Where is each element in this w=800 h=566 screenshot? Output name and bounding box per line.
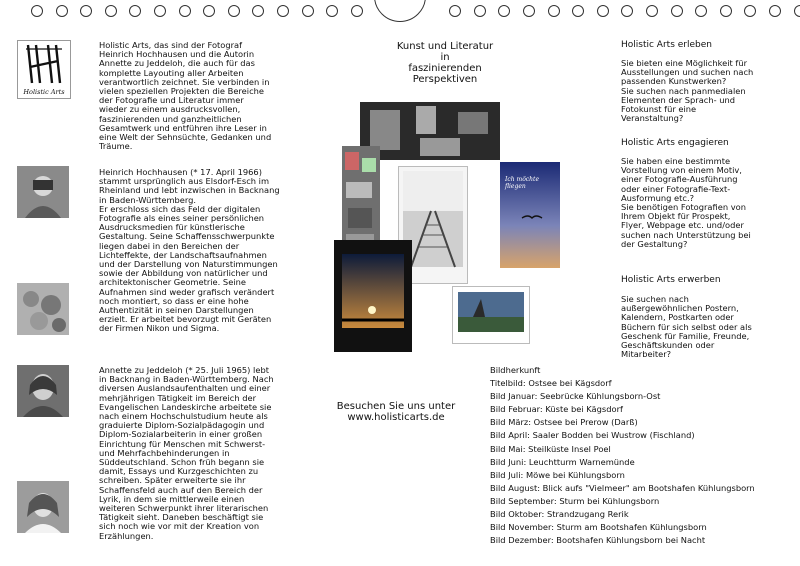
- binding-hole: [105, 5, 117, 17]
- intro-text: Holistic Arts, das sind der Fotograf Heinrich Hochhausen und die Autorin Annette zu Jeddeloh, die auch für das komplette Layouting aller Arbeiten verantwortlich zeichnet. Sie verbinden in vielen speziellen Projekten die Bereiche der Fotografie und Literatur immer wieder zu einem ausdrucksvollen, faszinierenden und ganzheitlichen Gesamtwerk und entführen ihre Leser in eine Welt der Sehnsüchte, Gedanken und Träume.: [99, 40, 272, 152]
- engage-text: Sie haben eine bestimmte Vorstellung von einem Motiv, einer Fotografie-Ausführung oder einer Fotografie-Text- Ausformung etc.? Sie benötigen Fotografien von Ihrem Objekt für Prospekt, Flyer, Webpage etc. und/oder suchen nach Unterstützung bei der Gestaltung?: [621, 156, 751, 249]
- credit-item: Bild April: Saaler Bodden bei Wustrow (Fischland): [490, 430, 695, 441]
- binding-hole: [179, 5, 191, 17]
- image-credits: [490, 364, 755, 547]
- binding-hole: [572, 5, 584, 17]
- binding-hole: [523, 5, 535, 17]
- binding-hole: [597, 5, 609, 17]
- binding-hole: [228, 5, 240, 17]
- binding-hole: [302, 5, 314, 17]
- credit-item: Titelbild: Ostsee bei Kägsdorf: [490, 378, 612, 389]
- binding-hole: [80, 5, 92, 17]
- center-heading: Kunst und Literatur in faszinierenden Perspektiven: [396, 41, 494, 85]
- binding-hole: [129, 5, 141, 17]
- collage-waterfall-photo: [360, 102, 500, 160]
- binding-hole: [720, 5, 732, 17]
- binding-hole: [695, 5, 707, 17]
- binding-hole: [326, 5, 338, 17]
- credit-item: Bild August: Blick aufs "Vielmeer" am Bootshafen Kühlungsborn: [490, 482, 755, 493]
- binding-hole: [646, 5, 658, 17]
- experience-title: Holistic Arts erleben: [621, 40, 712, 50]
- experience-text: Sie bieten eine Möglichkeit für Ausstellungen und suchen nach passenden Kunstwerken? Sie suchen nach panmedialen Elementen der Sprach- und Fotokunst für eine Veranstaltung?: [621, 58, 754, 124]
- annette-portrait-2: [17, 481, 69, 533]
- collage-sunset-card: [334, 240, 412, 352]
- annette-portrait: [17, 365, 69, 417]
- book-cover: [500, 162, 560, 268]
- credit-item: Bild September: Sturm bei Kühlungsborn: [490, 495, 660, 506]
- logo-mark-icon: [18, 41, 70, 87]
- holistic-arts-logo: [17, 40, 71, 99]
- binding-hole: [671, 5, 683, 17]
- acquire-title: Holistic Arts erwerben: [621, 275, 721, 285]
- heinrich-portrait: [17, 166, 69, 218]
- credit-item: Bild November: Sturm am Bootshafen Kühlungsborn: [490, 522, 707, 533]
- texture-photo: [17, 283, 69, 335]
- credit-item: Bild Februar: Küste bei Kägsdorf: [490, 404, 623, 415]
- collage-landscape-card: [452, 286, 530, 344]
- visit-website-text: Besuchen Sie uns unter www.holisticarts.de: [336, 401, 456, 424]
- binding-hole: [31, 5, 43, 17]
- credit-item: Bild Dezember: Bootshafen Kühlungsborn bei Nacht: [490, 535, 706, 546]
- engage-title: Holistic Arts engagieren: [621, 138, 729, 148]
- binding-hole: [769, 5, 781, 17]
- binding-hole: [203, 5, 215, 17]
- photo-collage: [330, 100, 539, 356]
- binding-hole: [56, 5, 68, 17]
- binding-hole: [449, 5, 461, 17]
- credit-item: Bild März: Ostsee bei Prerow (Darß): [490, 417, 638, 428]
- book-title: Ich möchte fliegen: [505, 176, 539, 190]
- heinrich-text: Heinrich Hochhausen (* 17. April 1966) stammt ursprünglich aus Elsdorf-Esch im Rheinland und lebt inzwischen in Backnang in Baden-Württemberg. Er erschloss sich das Feld der digitalen Fotografie als eines seiner persönlichen Ausdrucksmedien für künstlerische Gestaltung. Seine Schaffensschwerpunkte liegen dabei in den Bereichen der Lichteffekte, der Landschaftsaufnahmen und der Darstellung von Naturstimmungen sowie der Abbildung von natürlicher und architektonischer Geometrie. Seine Aufnahmen sind weder grafisch verändert noch montiert, so dass er eine hohe Authentizität in seinen Darstellungen erzielt. Er arbeitet bevorzugt mit Geräten der Firmen Nikon und Sigma.: [99, 167, 280, 334]
- binding-hole: [744, 5, 756, 17]
- binding-hole: [794, 5, 800, 17]
- logo-text: Holistic Arts: [23, 88, 65, 96]
- binding-hole: [252, 5, 264, 17]
- credit-item: Bild Oktober: Strandzugang Rerik: [490, 509, 629, 520]
- binding-hole: [498, 5, 510, 17]
- binding-hole: [351, 5, 363, 17]
- binding-hole: [621, 5, 633, 17]
- credit-item: Bild Mai: Steilküste Insel Poel: [490, 443, 611, 454]
- binding-hole: [474, 5, 486, 17]
- credits-title: Bildherkunft: [490, 365, 541, 375]
- binding-hole: [154, 5, 166, 17]
- binding-hole: [277, 5, 289, 17]
- credit-item: Bild Juli: Möwe bei Kühlungsborn: [490, 469, 625, 480]
- credit-item: Bild Januar: Seebrücke Kühlungsborn-Ost: [490, 391, 661, 402]
- credit-item: Bild Juni: Leuchtturm Warnemünde: [490, 456, 635, 467]
- binding-hole: [548, 5, 560, 17]
- acquire-text: Sie suchen nach außergewöhnlichen Postern, Kalendern, Postkarten oder Büchern für sich selbst oder als Geschenk für Familie, Freunde, Geschäftskunden oder Mitarbeiter?: [621, 294, 752, 360]
- annette-text: Annette zu Jeddeloh (* 25. Juli 1965) lebt in Backnang in Baden-Württemberg. Nach diversen Auslandsaufenthalten und einer mehrjährigen Tätigkeit im Bereich der Evangelischen Landeskirche arbeitete sie nach einem Hochschulstudium heute als graduierte Diplom-Sozialpädagogin und Diplom-Sozialarbeiterin in einer großen Einrichtung für Menschen mit Schwerst- und Mehrfachbehinderungen in Süddeutschland. Schon früh begann sie damit, Essays und Kurzgeschichten zu schreiben. Später erweiterte sie ihr Schaffensfeld auch auf den Bereich der Lyrik, in dem sie mittlerweile einen weiteren Schwerpunkt ihrer literarischen Tätigkeit sieht. Daneben beschäftigt sie sich noch wie vor mit der Kreation von Erzählungen.: [99, 365, 274, 541]
